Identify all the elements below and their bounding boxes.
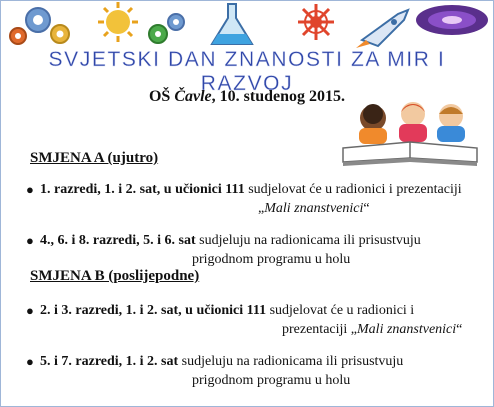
bullet-icon: ●: [26, 233, 34, 248]
item-text: sudjeluju na radionicama ili prisustvuju: [178, 354, 404, 369]
item-line1: [40, 301, 414, 320]
item-text: sudjelovat će u radionici i: [266, 303, 415, 318]
item-line2: [192, 250, 350, 269]
item-line1: [40, 352, 403, 371]
galaxy-icon: [416, 5, 488, 35]
bullet-icon: ●: [26, 182, 34, 197]
bullet-icon: ●: [26, 303, 34, 318]
item-bold: 4., 6. i 8. razredi, 5. i 6. sat: [40, 233, 196, 248]
science-icons-strip: [0, 0, 494, 52]
school-name: OŠ: [148, 88, 171, 105]
item-line2: [192, 371, 350, 390]
atom-icon: [298, 4, 334, 40]
item-bold: 2. i 3. razredi, 1. i 2. sat, u učionici 111: [40, 303, 267, 318]
item-line2: [282, 320, 462, 339]
item-bold: 5. i 7. razredi, 1. i 2. sat: [40, 354, 179, 369]
item-line2-post: “: [456, 322, 463, 337]
section-heading-b: SMJENA B (poslijepodne): [30, 268, 200, 284]
item-line2-pre: prigodnom programu u holu: [192, 373, 351, 388]
item-line2-italic: Mali znanstvenici: [357, 322, 457, 337]
item-bold: 1. razredi, 1. i 2. sat, u učionici 111: [40, 182, 245, 197]
item-line2-italic: Mali znanstvenici: [264, 201, 364, 216]
bullet-icon: ●: [26, 354, 34, 369]
item-text: sudjelovat će u radionici i prezentaciji: [244, 182, 462, 197]
kids-reading-icon: [335, 96, 485, 168]
rocket-icon: [356, 10, 408, 48]
sun-icon: [98, 2, 138, 42]
event-date: , 10. studenog 2015.: [211, 88, 346, 105]
item-line2-pre: prezentaciji „: [282, 322, 358, 337]
flask-icon: [212, 4, 252, 44]
item-line1: [40, 180, 462, 199]
item-line2-pre: „: [258, 201, 265, 216]
page-title: SVJETSKI DAN ZNANOSTI ZA MIR I RAZVOJ: [48, 48, 446, 95]
item-line1: [40, 231, 421, 250]
item-line2-pre: prigodnom programu u holu: [192, 252, 351, 267]
item-line2: [258, 199, 370, 218]
item-line2-post: “: [363, 201, 370, 216]
section-heading-a: SMJENA A (ujutro): [30, 150, 159, 166]
gears-icon: [149, 14, 184, 43]
gears-icon: [10, 8, 69, 44]
item-text: sudjeluju na radionicama ili prisustvuju: [195, 233, 421, 248]
school-place: Čavle: [174, 88, 212, 105]
